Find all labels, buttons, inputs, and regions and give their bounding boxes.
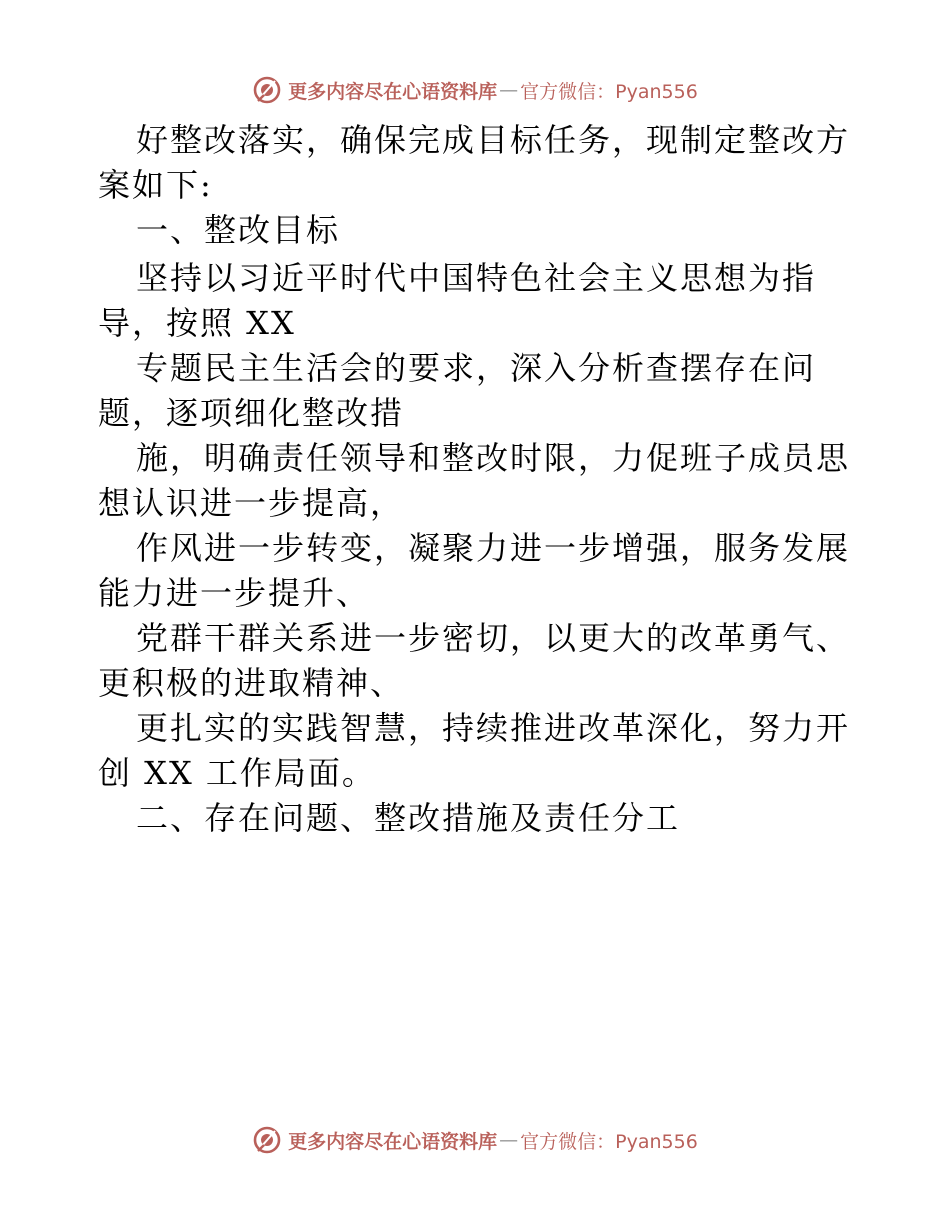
text-line: 更积极的进取精神、 bbox=[98, 664, 405, 702]
section-heading-1 bbox=[98, 213, 858, 248]
text-line: 案如下: bbox=[98, 166, 213, 204]
section-heading-text: 二、存在问题、整改措施及责任分工 bbox=[136, 799, 681, 837]
watermark-wechat: 官方微信：Pyan556 bbox=[520, 1130, 698, 1153]
footer-watermark bbox=[0, 1122, 950, 1158]
section-heading-text: 一、整改目标 bbox=[136, 211, 341, 249]
paragraph-1 bbox=[98, 123, 858, 203]
text-line: 能力进一步提升、 bbox=[98, 574, 371, 612]
paragraph-4 bbox=[98, 441, 858, 521]
section-heading-2 bbox=[98, 801, 858, 836]
text-line: 坚持以习近平时代中国特色社会主义思想为指 bbox=[136, 259, 817, 297]
watermark-dash: — bbox=[499, 79, 519, 101]
text-line: 施，明确责任领导和整改时限，力促班子成员思 bbox=[136, 439, 851, 477]
text-line: 党群干群关系进一步密切，以更大的改革勇气、 bbox=[136, 619, 851, 657]
text-line: 题，逐项细化整改措 bbox=[98, 394, 405, 432]
watermark-wechat: 官方微信：Pyan556 bbox=[520, 80, 698, 103]
paragraph-5 bbox=[98, 531, 858, 611]
text-line: 想认识进一步提高， bbox=[98, 484, 405, 522]
text-line: 导，按照 XX bbox=[98, 304, 296, 342]
brand-logo-icon bbox=[252, 1125, 282, 1155]
paragraph-6 bbox=[98, 621, 858, 701]
brand-logo-icon bbox=[252, 75, 282, 105]
paragraph-2 bbox=[98, 261, 858, 341]
paragraph-7 bbox=[98, 711, 858, 791]
watermark-dash: — bbox=[499, 1129, 519, 1151]
watermark-text: 更多内容尽在心语资料库 bbox=[288, 80, 498, 103]
text-line: 创 XX 工作局面。 bbox=[98, 754, 376, 792]
text-line: 作风进一步转变，凝聚力进一步增强，服务发展 bbox=[136, 529, 851, 567]
text-line: 好整改落实，确保完成目标任务，现制定整改方 bbox=[136, 121, 851, 159]
watermark-text: 更多内容尽在心语资料库 bbox=[288, 1130, 498, 1153]
text-line: 专题民主生活会的要求，深入分析查摆存在问 bbox=[136, 349, 817, 387]
header-watermark bbox=[0, 72, 950, 108]
document-body bbox=[98, 123, 858, 849]
text-line: 更扎实的实践智慧，持续推进改革深化，努力开 bbox=[136, 709, 851, 747]
paragraph-3 bbox=[98, 351, 858, 431]
